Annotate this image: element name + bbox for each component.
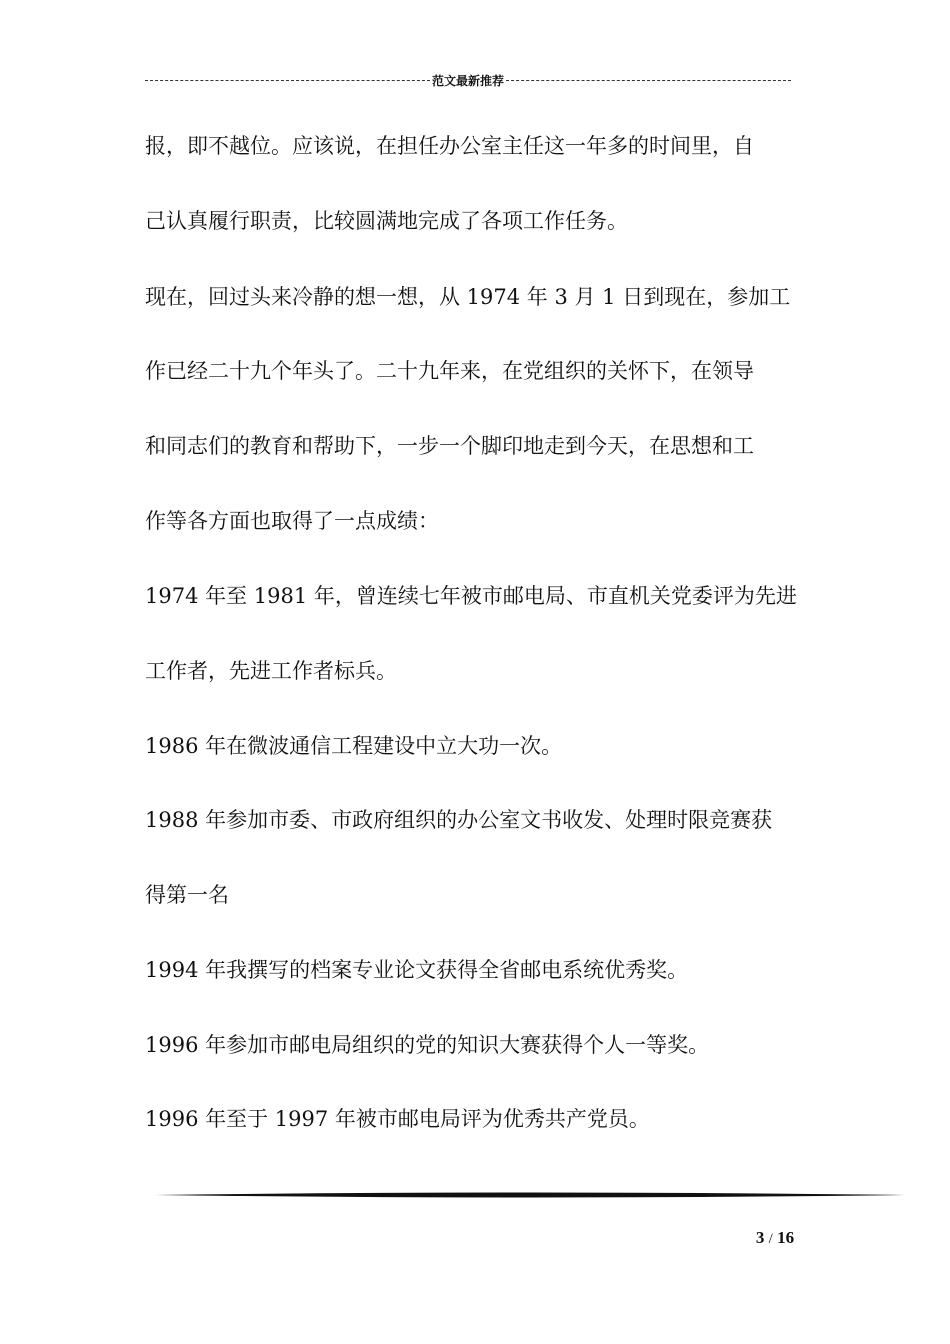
text-line: 得第一名 xyxy=(145,883,229,907)
current-page: 3 xyxy=(755,1228,765,1247)
text-line: 报，即不越位。应该说，在担任办公室主任这一年多的时间里，自 xyxy=(145,134,754,158)
header-dashes-right xyxy=(506,80,791,81)
total-pages: 16 xyxy=(777,1228,795,1247)
text-line: 1974 年至 1981 年，曾连续七年被市邮电局、市直机关党委评为先进 xyxy=(145,584,797,608)
text-line: 1994 年我撰写的档案专业论文获得全省邮电系统优秀奖。 xyxy=(145,958,689,982)
text-line: 1996 年参加市邮电局组织的党的知识大赛获得个人一等奖。 xyxy=(145,1033,710,1057)
header-dashes-left xyxy=(145,80,430,81)
text-line: 现在，回过头来冷静的想一想，从 1974 年 3 月 1 日到现在，参加工 xyxy=(145,285,791,309)
footer-divider xyxy=(155,1190,905,1200)
text-line: 工作者，先进工作者标兵。 xyxy=(145,659,397,683)
text-line: 1996 年至于 1997 年被市邮电局评为优秀共产党员。 xyxy=(145,1107,650,1131)
text-line: 1988 年参加市委、市政府组织的办公室文书收发、处理时限竞赛获 xyxy=(145,808,773,832)
page-header xyxy=(145,70,791,90)
header-title: 范文最新推荐 xyxy=(432,73,505,88)
text-line: 作等各方面也取得了一点成绩： xyxy=(145,509,439,533)
text-line: 1986 年在微波通信工程建设中立大功一次。 xyxy=(145,734,563,758)
page-separator: / xyxy=(768,1231,773,1247)
page-number xyxy=(740,1228,810,1248)
text-line: 和同志们的教育和帮助下，一步一个脚印地走到今天，在思想和工 xyxy=(145,434,754,458)
text-line: 己认真履行职责，比较圆满地完成了各项工作任务。 xyxy=(145,209,628,233)
text-line: 作已经二十九个年头了。二十九年来，在党组织的关怀下，在领导 xyxy=(145,359,754,383)
